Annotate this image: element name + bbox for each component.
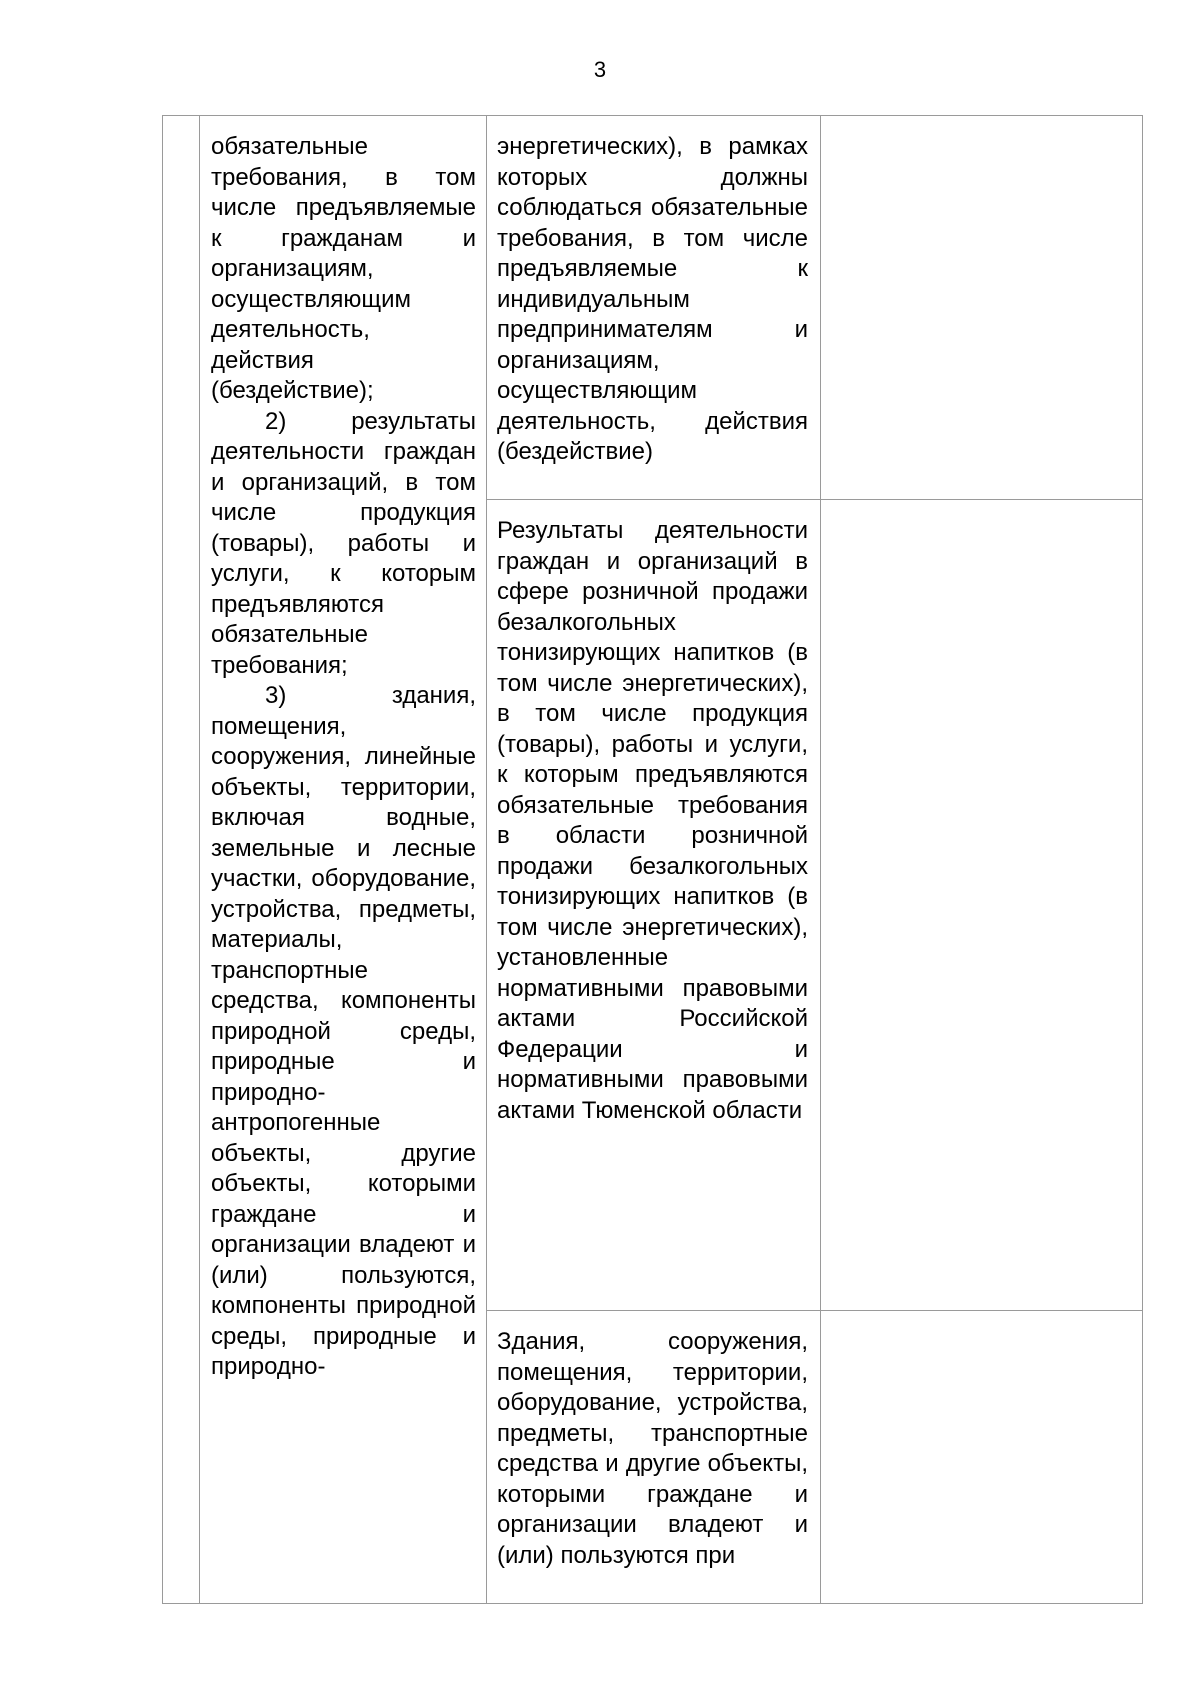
table-top-border <box>162 115 1143 116</box>
page-number: 3 <box>593 57 607 82</box>
table-bottom-border <box>162 1603 1143 1604</box>
table-row-divider-2 <box>486 1310 1143 1311</box>
table-col2-divider <box>486 115 487 1604</box>
table-right-border <box>1142 115 1143 1604</box>
table-row-divider-1 <box>486 499 1143 500</box>
col3-paragraph: Здания, сооружения, помещения, территории, оборудование, устройства, предметы, транспортные средства и другие объекты, которыми граждане и организации владеют и (или) пользуются при <box>497 1328 808 1569</box>
col2-paragraph: 3) здания, помещения, сооружения, линейные объекты, территории, включая водные, земельные и лесные участки, оборудование, устройства, предметы, материалы, транспортные средства, компоненты природной среды, природные и природно-антропогенные объекты, другие объекты, которыми граждане и организации владеют и (или) пользуются, компоненты природной среды, природные и природно- <box>211 682 476 1380</box>
col3-paragraph: Результаты деятельности граждан и организаций в сфере розничной продажи безалкогольных тонизирующих напитков (в том числе энергетических), в том числе продукция (товары), работы и услуги, к которым предъявляются обязательные требования в области розничной продажи безалкогольных тонизирующих напитков (в том числе энергетических), установленные нормативными правовыми актами Российской Федерации и нормативными правовыми актами Тюменской области <box>497 517 808 1124</box>
table-col1-divider <box>199 115 200 1604</box>
col2-paragraph: обязательные требования, в том числе предъявляемые к гражданам и организациям, осуществляющим деятельность, действия (бездействие); <box>211 133 476 404</box>
table-cell-col2 <box>211 132 476 1383</box>
table-col3-divider <box>820 115 821 1604</box>
table-cell-col3-row2 <box>497 516 808 1126</box>
col3-paragraph: энергетических), в рамках которых должны соблюдаться обязательные требования, в том числе предъявляемые к индивидуальным предпринимателям и организациям, осуществляющим деятельность, действия (бездействие) <box>497 133 808 465</box>
table-cell-col3-row3 <box>497 1327 808 1571</box>
col2-paragraph: 2) результаты деятельности граждан и организаций, в том числе продукция (товары), работы и услуги, к которым предъявляются обязательные требования; <box>211 407 476 679</box>
table-cell-col1 <box>163 116 199 1603</box>
table-cell-col3-row1 <box>497 132 808 468</box>
